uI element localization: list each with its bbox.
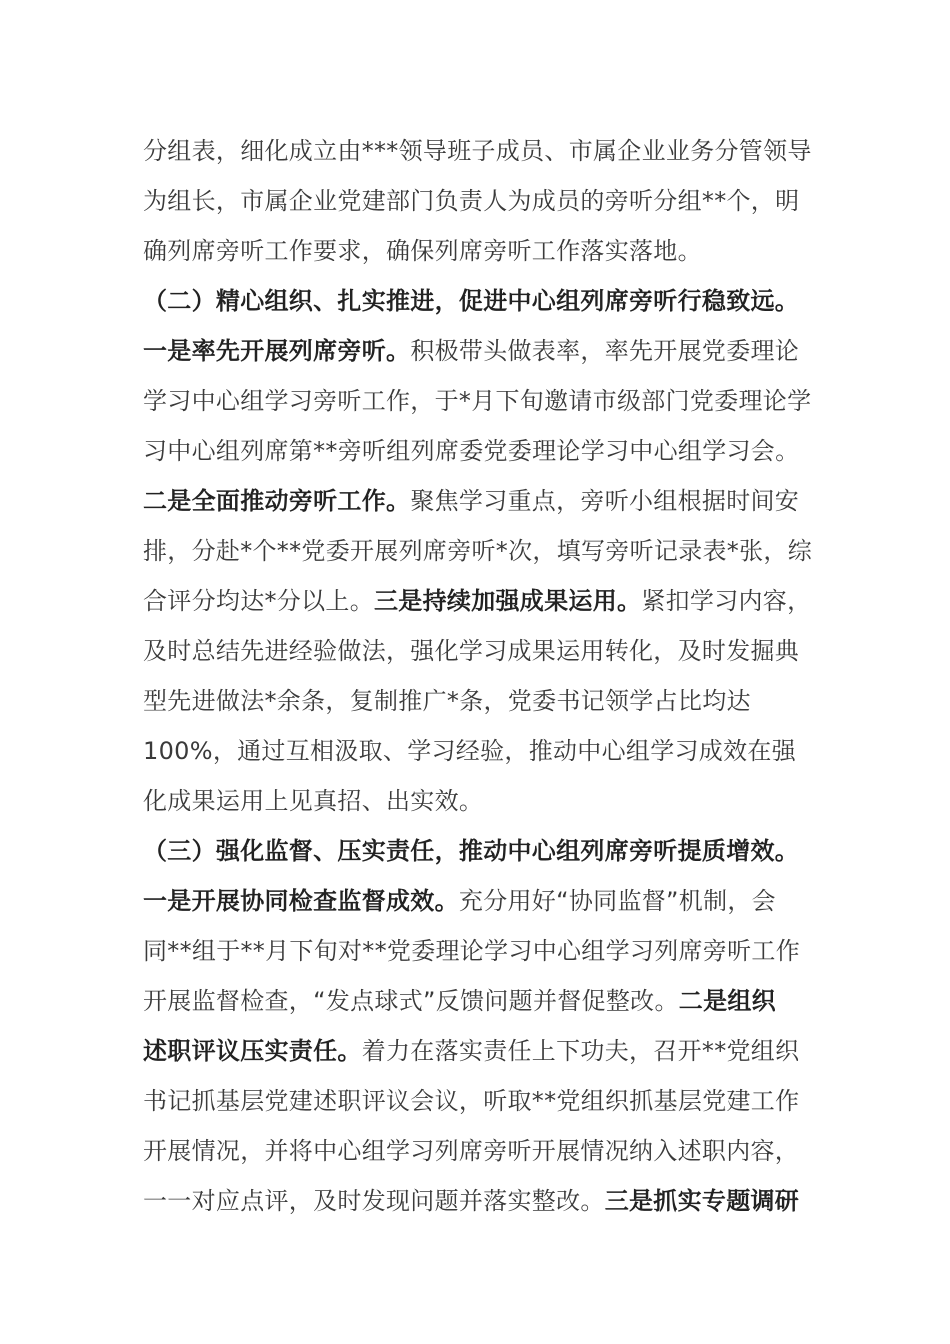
body-text: 着力在落实责任上下功夫，召开**党组织 <box>361 1037 800 1065</box>
body-text: 型先进做法*余条，复制推广*条，党委书记领学占比均达 <box>143 687 751 715</box>
text-line <box>143 1186 823 1216</box>
bold-heading-text: 一是率先开展列席旁听。 <box>143 337 411 365</box>
text-line <box>143 886 823 916</box>
body-text: 开展情况，并将中心组学习列席旁听开展情况纳入述职内容， <box>143 1137 800 1165</box>
body-text: 一一对应点评，及时发现问题并落实整改。 <box>143 1187 605 1215</box>
body-text: 充分用好“协同监督”机制，会 <box>458 887 776 915</box>
bold-heading-text: 一是开展协同检查监督成效。 <box>143 887 459 915</box>
bold-heading-text: （二）精心组织、扎实推进，促进中心组列席旁听行稳致远。 <box>143 287 800 315</box>
text-line <box>143 436 823 466</box>
text-line <box>143 1136 823 1166</box>
text-line <box>143 386 823 416</box>
text-line <box>143 636 823 666</box>
text-line <box>143 336 823 366</box>
text-line <box>143 136 823 166</box>
bold-heading-text: 述职评议压实责任。 <box>143 1037 362 1065</box>
body-text: 为组长，市属企业党建部门负责人为成员的旁听分组**个，明 <box>143 187 800 215</box>
body-text: 及时总结先进经验做法，强化学习成果运用转化，及时发掘典 <box>143 637 800 665</box>
body-text: 确列席旁听工作要求，确保列席旁听工作落实落地。 <box>143 237 702 265</box>
text-line <box>143 236 823 266</box>
body-text: 同**组于**月下旬对**党委理论学习中心组学习列席旁听工作 <box>143 937 800 965</box>
body-text: 开展监督检查，“发点球式”反馈问题并督促整改。 <box>143 987 679 1015</box>
text-line <box>143 536 823 566</box>
body-text: 排，分赴*个**党委开展列席旁听*次，填写旁听记录表*张，综 <box>143 537 812 565</box>
text-line <box>143 186 823 216</box>
bold-heading-text: （三）强化监督、压实责任，推动中心组列席旁听提质增效。 <box>143 837 800 865</box>
body-text: 紧扣学习内容， <box>641 587 812 615</box>
body-text: 书记抓基层党建述职评议会议，听取**党组织抓基层党建工作 <box>143 1087 800 1115</box>
body-text: 合评分均达*分以上。 <box>143 587 374 615</box>
body-text: 学习中心组学习旁听工作，于*月下旬邀请市级部门党委理论学 <box>143 387 812 415</box>
body-text: 积极带头做表率，率先开展党委理论 <box>410 337 800 365</box>
bold-heading-text: 三是抓实专题调研 <box>604 1187 800 1215</box>
body-text: 分组表，细化成立由***领导班子成员、市属企业业务分管领导 <box>143 137 812 165</box>
body-text: 100%，通过互相汲取、学习经验，推动中心组学习成效在强 <box>143 737 797 765</box>
text-line <box>143 586 823 616</box>
text-line <box>143 486 823 516</box>
bold-heading-text: 二是组织 <box>678 987 776 1015</box>
bold-heading-text: 二是全面推动旁听工作。 <box>143 487 411 515</box>
body-text: 习中心组列席第**旁听组列席委党委理论学习中心组学习会。 <box>143 437 800 465</box>
body-text: 化成果运用上见真招、出实效。 <box>143 787 484 815</box>
text-line <box>143 1086 823 1116</box>
text-line <box>143 836 823 866</box>
body-text: 聚焦学习重点，旁听小组根据时间安 <box>410 487 800 515</box>
text-line <box>143 1036 823 1066</box>
bold-heading-text: 三是持续加强成果运用。 <box>374 587 642 615</box>
text-line <box>143 736 823 766</box>
text-line <box>143 786 823 816</box>
text-line <box>143 936 823 966</box>
text-line <box>143 286 823 316</box>
text-line <box>143 686 823 716</box>
text-line <box>143 986 823 1016</box>
